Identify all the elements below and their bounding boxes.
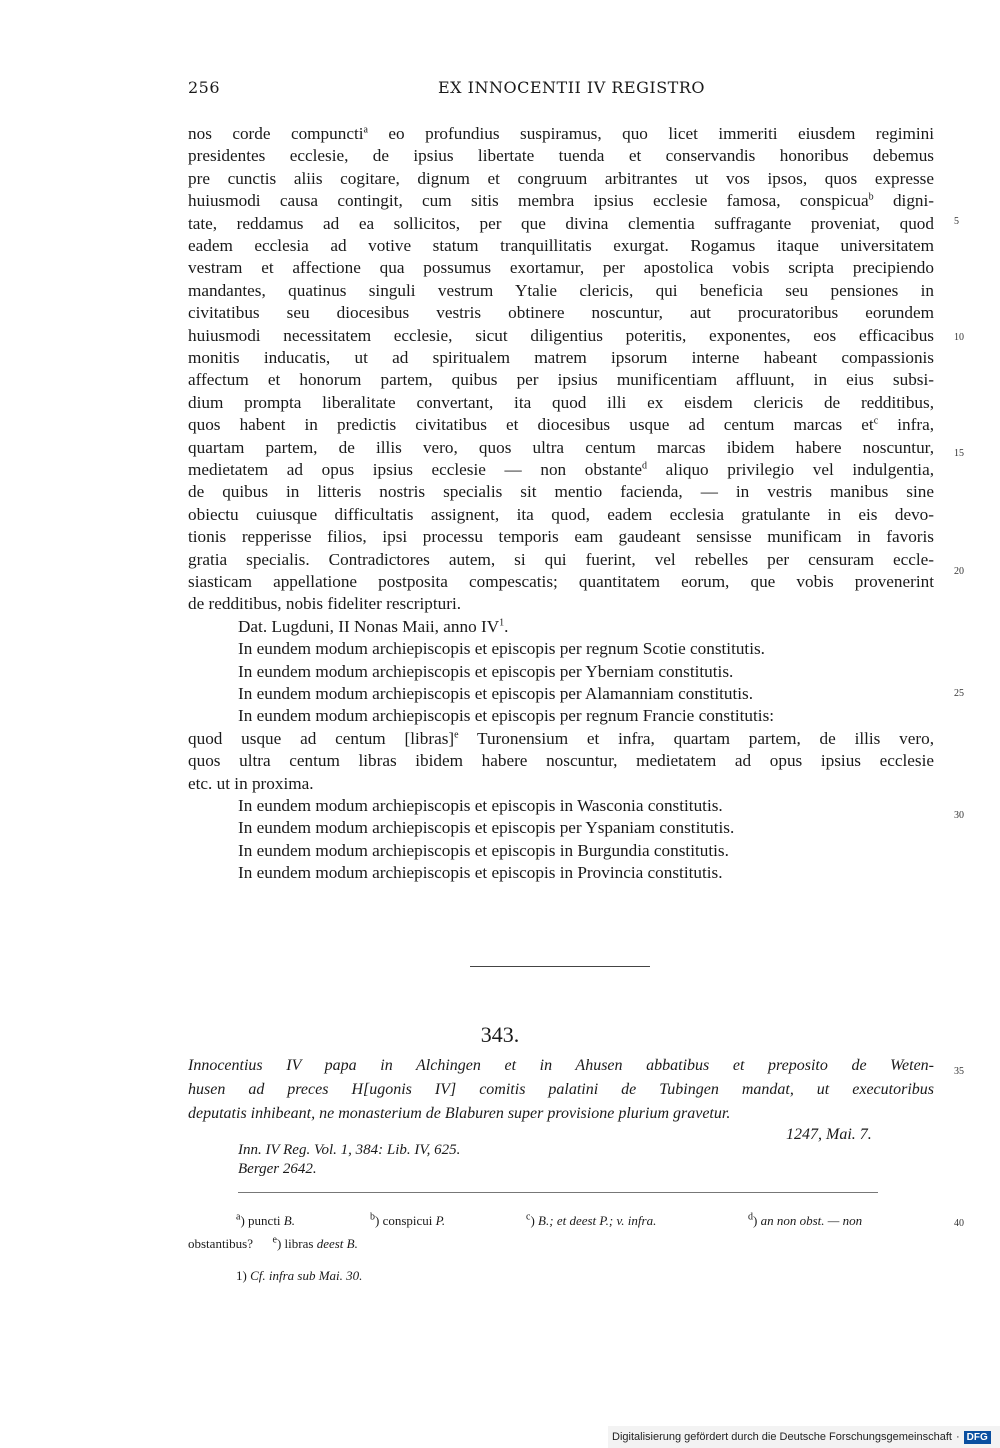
text-line: nos corde compuncti$^a$ eo profundius suspiramus, quo licet immeriti eiusdem regimini xyxy=(188,124,934,143)
text-line: huiusmodi necessitatem ecclesie, sicut diligentius poteritis, exponentes, eos efficacibus xyxy=(188,326,934,345)
address-line: In eundem modum archiepiscopis et episcopis in Provincia constitutis. xyxy=(238,863,723,882)
text-line: presidentes ecclesie, de ipsius libertate tuenda et conservandis honoribus debemus xyxy=(188,146,934,165)
line-number: 30 xyxy=(954,810,964,821)
address-line: In eundem modum archiepiscopis et episcopis in Wasconia constitutis. xyxy=(238,796,723,815)
text-line: tate, reddamus ad ea sollicitos, per que divina clementia suffragante proveniat, quod xyxy=(188,214,934,233)
text-line: vestram et affectione qua possumus exortamur, per apostolica vobis scripta precipiendo xyxy=(188,258,934,277)
dfg-logo: DFG xyxy=(964,1431,991,1444)
address-line: In eundem modum archiepiscopis et episcopis per Yspaniam constitutis. xyxy=(238,818,735,837)
line-number: 5 xyxy=(954,216,959,227)
text-line: medietatem ad opus ipsius ecclesie — non obstante$^d$ aliquo privilegio vel indulgentia, xyxy=(188,460,934,479)
digitization-credit xyxy=(608,1426,1000,1448)
footnote-divider xyxy=(238,1192,878,1193)
address-line: In eundem modum archiepiscopis et episcopis in Burgundia constitutis. xyxy=(238,841,729,860)
footnote-e: obstantibus? $^e$) libras deest B. xyxy=(188,1234,358,1251)
text-line: quod usque ad centum [libras]$^e$ Turonensium et infra, quartam partem, de illis vero, xyxy=(188,729,934,748)
line-number: 20 xyxy=(954,566,964,577)
text-line: obiectu cuiusque difficultatis assignent, ita quod, eadem ecclesia gratulante in eis devo- xyxy=(188,505,934,524)
footnote-c: $^c$) B.; et deest P.; v. infra. xyxy=(526,1211,657,1228)
address-line: In eundem modum archiepiscopis et episcopis per regnum Francie constitutis: xyxy=(238,706,775,725)
line-number: 10 xyxy=(954,332,964,343)
text-line: de redditibus, nobis fideliter rescripturi. xyxy=(188,594,462,613)
text-line: de quibus in litteris nostris specialis sit mentio facienda, — in vestris manibus sine xyxy=(188,482,934,501)
register-reference: Inn. IV Reg. Vol. 1, 384: Lib. IV, 625. xyxy=(238,1142,461,1158)
regest-line: deputatis inhibeant, ne monasterium de Blaburen super provisione plurium gravetur. xyxy=(188,1105,731,1122)
text-line: siasticam appellatione postposita compescatis; quantitatem eorum, que vobis provenerint xyxy=(188,572,934,591)
text-line: eadem ecclesia ad votive statum tranquillitatis exurgat. Rogamus itaque universitatem xyxy=(188,236,934,255)
register-reference: Berger 2642. xyxy=(238,1161,317,1177)
text-line: gratia specialis. Contradictores autem, si qui fuerint, vel rebelles per censuram eccle- xyxy=(188,550,934,569)
dfg-logo-icon: · xyxy=(955,1431,960,1443)
text-line: mandantes, quatinus singuli vestrum Ytalie clericis, qui beneficia seu pensiones in xyxy=(188,281,934,300)
footnote-d: $^d$) an non obst. — non xyxy=(748,1211,863,1228)
credit-text: Digitalisierung gefördert durch die Deutsche Forschungsgemeinschaft xyxy=(612,1431,952,1443)
footnote-b: $^b$) conspicui P. xyxy=(370,1211,446,1228)
text-line: quartam partem, de illis vero, quos ultra centum marcas ibidem habere noscuntur, xyxy=(188,438,934,457)
section-divider xyxy=(470,966,650,967)
line-number: 35 xyxy=(954,1066,964,1077)
page-number: 256 xyxy=(188,78,221,97)
line-number: 25 xyxy=(954,688,964,699)
text-line: etc. ut in proxima. xyxy=(188,774,314,793)
text-line: civitatibus seu diocesibus vestris obtinere noscuntur, aut procuratoribus eorundem xyxy=(188,303,934,322)
text-line: quos habent in predictis civitatibus et diocesibus usque ad centum marcas $et^c$ infra, xyxy=(188,415,934,434)
line-number: 40 xyxy=(954,1218,964,1229)
text-line: huiusmodi causa contingit, cum sitis membra ipsius ecclesie famosa, conspicua$^b$ digni- xyxy=(188,191,934,210)
regest-line: husen ad preces H[ugonis IV] comitis palatini de Tubingen mandat, ut executoribus xyxy=(188,1081,934,1098)
footnote-1: 1) Cf. infra sub Mai. 30. xyxy=(236,1268,363,1283)
regest-line: Innocentius IV papa in Alchingen et in Ahusen abbatibus et preposito de Weten- xyxy=(188,1057,934,1074)
text-line: affectum et honorum partem, quibus per ipsius munificentiam affluunt, in eius subsi- xyxy=(188,370,934,389)
address-line: In eundem modum archiepiscopis et episcopis per regnum Scotie constitutis. xyxy=(238,639,765,658)
document-date: 1247, Mai. 7. xyxy=(786,1126,872,1143)
footnote-a: $^a$) puncti B. xyxy=(236,1211,295,1228)
text-line: monitis inducatis, ut ad spiritualem matrem ipsorum interne habeant compassionis xyxy=(188,348,934,367)
document-number: 343. xyxy=(480,1022,520,1047)
running-title: EX INNOCENTII IV REGISTRO xyxy=(438,78,705,97)
text-line: tionis repperisse filios, ipsi processu temporis eam gaudeant sensisse munificam in favoris xyxy=(188,527,934,546)
text-line: pre cunctis aliis cogitare, dignum et congruum arbitrantes ut vos ipsos, quos expresse xyxy=(188,169,934,188)
address-line: In eundem modum archiepiscopis et episcopis per Yberniam constitutis. xyxy=(238,662,734,681)
text-line: Dat. Lugduni, II Nonas Maii, anno $IV^1$. xyxy=(238,617,509,636)
text-line: quos ultra centum libras ibidem habere noscuntur, medietatem ad opus ipsius ecclesie xyxy=(188,751,934,770)
line-number: 15 xyxy=(954,448,964,459)
text-line: dium prompta liberalitate convertant, ita quod illi ex eisdem clericis de redditibus, xyxy=(188,393,934,412)
address-line: In eundem modum archiepiscopis et episcopis per Alamanniam constitutis. xyxy=(238,684,754,703)
